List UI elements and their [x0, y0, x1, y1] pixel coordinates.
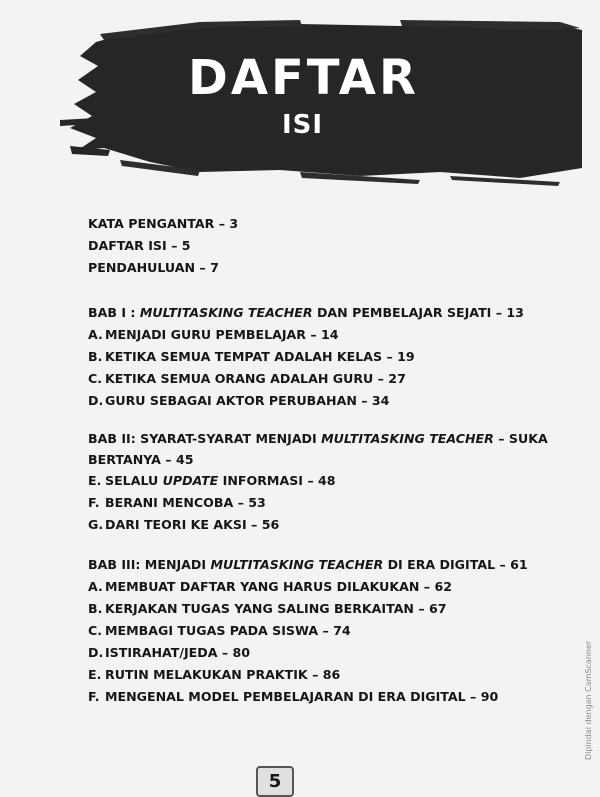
item-letter: B.: [88, 349, 103, 364]
item-letter: C.: [88, 623, 103, 638]
toc-item: [88, 667, 340, 683]
item-text: DARI TEORI KE AKSI – 56: [105, 517, 280, 532]
chapter-heading-italic: MULTITASKING TEACHER: [139, 305, 313, 320]
item-text: MEMBAGI TUGAS PADA SISWA – 74: [105, 623, 351, 638]
toc-entry: KATA PENGANTAR – 3: [88, 216, 239, 231]
item-text: GURU SEBAGAI AKTOR PERUBAHAN – 34: [105, 393, 390, 408]
chapter-heading: [88, 305, 524, 321]
item-text: KETIKA SEMUA ORANG ADALAH GURU – 27: [105, 371, 406, 386]
chapter-heading-continued: BERTANYA – 45: [88, 452, 194, 467]
item-text: MENGENAL MODEL PEMBELAJARAN DI ERA DIGITAL – 90: [105, 689, 499, 704]
item-letter: F.: [88, 689, 100, 704]
item-letter: A.: [88, 327, 103, 342]
chapter-heading-text: DAN PEMBELAJAR SEJATI – 13: [312, 305, 524, 320]
item-letter: C.: [88, 371, 103, 386]
item-text: KERJAKAN TUGAS YANG SALING BERKAITAN – 67: [105, 601, 447, 616]
page-number: 5: [256, 766, 294, 797]
scanner-watermark: Dipindai dengan CamScanner: [584, 640, 593, 760]
chapter-heading-italic: MULTITASKING TEACHER: [210, 557, 384, 572]
item-text: SELALU: [105, 473, 163, 488]
toc-item: [88, 517, 279, 533]
toc-item: [88, 623, 351, 639]
chapter-heading-text: DI ERA DIGITAL – 61: [383, 557, 528, 572]
chapter-heading: [88, 431, 548, 447]
item-text: INFORMASI – 48: [218, 473, 336, 488]
item-text: MEMBUAT DAFTAR YANG HARUS DILAKUKAN – 62: [105, 579, 452, 594]
page-title: DAFTAR: [188, 50, 419, 106]
chapter-heading-text: – SUKA: [493, 431, 548, 446]
item-letter: E.: [88, 667, 102, 682]
toc-item: [88, 645, 250, 661]
toc-item: [88, 349, 415, 365]
toc-item: [88, 689, 498, 705]
chapter-heading-text: BAB II: SYARAT-SYARAT MENJADI: [88, 431, 322, 446]
toc-entry: DAFTAR ISI – 5: [88, 238, 191, 253]
toc-item: [88, 473, 336, 489]
chapter-heading-text: BAB III: MENJADI: [88, 557, 211, 572]
item-text: MENJADI GURU PEMBELAJAR – 14: [105, 327, 339, 342]
chapter-heading: [88, 557, 528, 573]
toc-item: [88, 495, 266, 511]
item-text: KETIKA SEMUA TEMPAT ADALAH KELAS – 19: [105, 349, 415, 364]
toc-item: [88, 393, 389, 409]
item-letter: D.: [88, 645, 104, 660]
item-text-italic: UPDATE: [162, 473, 219, 488]
toc-item: [88, 601, 447, 617]
item-letter: E.: [88, 473, 102, 488]
chapter-heading-italic: MULTITASKING TEACHER: [321, 431, 494, 446]
item-letter: F.: [88, 495, 100, 510]
chapter-heading-text: BAB I :: [88, 305, 140, 320]
toc-item: [88, 579, 452, 595]
toc-entry: PENDAHULUAN – 7: [88, 260, 219, 275]
item-text: ISTIRAHAT/JEDA – 80: [105, 645, 251, 660]
item-letter: D.: [88, 393, 104, 408]
page-subtitle: ISI: [282, 110, 324, 140]
item-letter: B.: [88, 601, 103, 616]
item-letter: G.: [88, 517, 104, 532]
item-text: BERANI MENCOBA – 53: [105, 495, 266, 510]
item-letter: A.: [88, 579, 103, 594]
toc-item: [88, 327, 339, 343]
toc-item: [88, 371, 406, 387]
item-text: RUTIN MELAKUKAN PRAKTIK – 86: [105, 667, 341, 682]
